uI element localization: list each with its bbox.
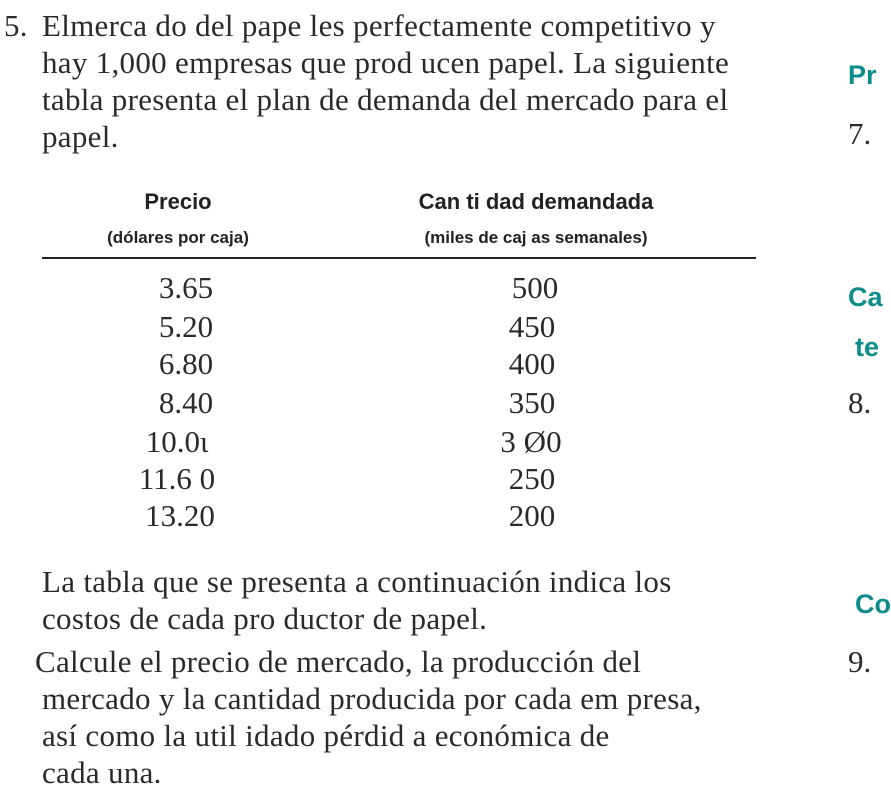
paragraph2-line-4: cada una. xyxy=(42,755,162,790)
right-number-8: 8. xyxy=(848,385,872,420)
right-heading-3: Co xyxy=(855,589,891,619)
price-cell: 13.20 xyxy=(145,498,215,533)
right-heading-1: Pr xyxy=(848,60,877,90)
qty-cell: 250 xyxy=(508,461,556,496)
qty-cell: 350 xyxy=(508,385,556,420)
price-cell: 11.6 0 xyxy=(138,461,216,496)
col-qty-subheader: (miles de caj as semanales) xyxy=(424,228,648,247)
price-cell: 10.0ɩ xyxy=(145,424,209,459)
price-cell: 3.65 xyxy=(158,270,214,305)
right-number-9: 9. xyxy=(848,644,872,679)
qty-cell: 400 xyxy=(508,346,556,381)
qty-cell: 500 xyxy=(511,270,559,305)
table-header-rule xyxy=(42,257,756,259)
price-cell: 5.20 xyxy=(158,309,214,344)
intro-line-2: hay 1,000 empresas que prod ucen papel. La siguiente xyxy=(42,45,730,80)
right-number-7: 7. xyxy=(848,116,872,151)
col-qty-header: Can ti dad demandada xyxy=(418,189,654,214)
qty-cell: 3 Ø0 xyxy=(500,424,562,459)
price-cell: 6.80 xyxy=(158,346,214,381)
col-price-subheader: (dólares por caja) xyxy=(107,228,249,247)
qty-cell: 200 xyxy=(508,498,556,533)
paragraph2-line-1: Calcule el precio de mercado, la producción del xyxy=(35,644,642,679)
intro-line-3: tabla presenta el plan de demanda del mercado para el xyxy=(42,82,729,117)
intro-line-1: Elmerca do del pape les perfectamente competitivo y xyxy=(42,8,716,43)
intro-line-4: papel. xyxy=(42,119,119,154)
problem-number: 5. xyxy=(4,8,28,43)
qty-cell: 450 xyxy=(508,309,556,344)
paragraph1-line-1: La tabla que se presenta a continuación indica los xyxy=(42,564,672,599)
right-heading-2a: Ca xyxy=(848,282,883,312)
paragraph1-line-2: costos de cada pro ductor de papel. xyxy=(42,601,488,636)
paragraph2-line-2: mercado y la cantidad producida por cada em presa, xyxy=(42,681,702,716)
paragraph2-line-3: así como la util idado pérdid a económica de xyxy=(42,718,610,753)
price-cell: 8.40 xyxy=(158,385,214,420)
col-price-header: Precio xyxy=(144,189,212,214)
right-heading-2b: te xyxy=(855,332,880,362)
